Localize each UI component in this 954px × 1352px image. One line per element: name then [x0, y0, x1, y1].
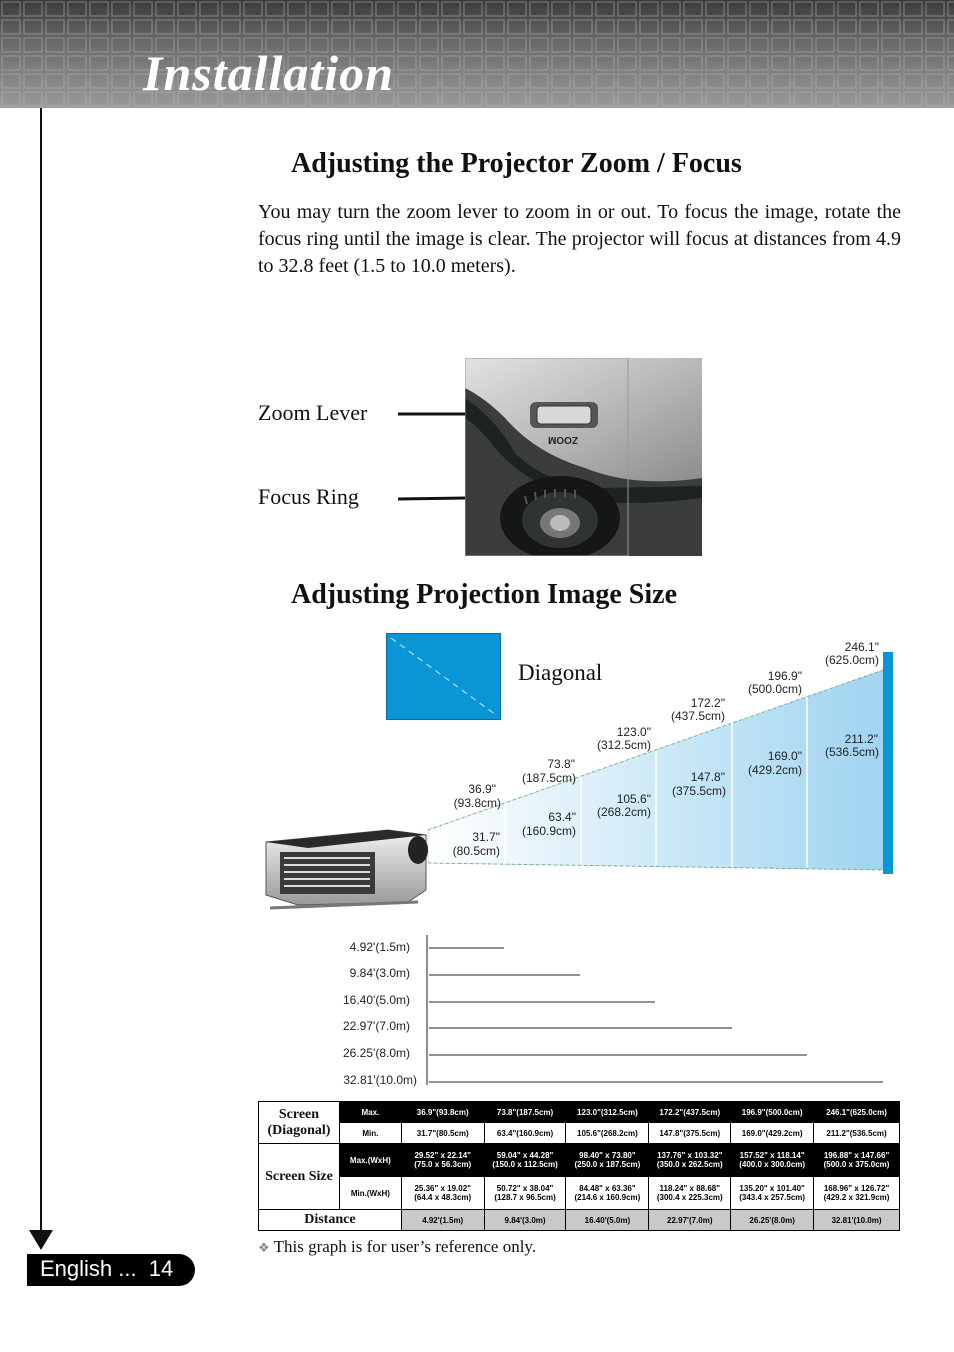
distance-label-3: 16.40'(5.0m) — [343, 993, 410, 1007]
min-label-1-cm: (80.5cm) — [452, 844, 500, 858]
zoom-engraving: ZOOM — [548, 434, 578, 445]
table-cell: 147.8"(375.5cm) — [649, 1123, 731, 1144]
table-cell: 123.0"(312.5cm) — [566, 1102, 649, 1123]
min-label-6: 211.2" — [844, 732, 878, 746]
focus-ring-label: Focus Ring — [258, 484, 359, 509]
distance-label-5: 26.25'(8.0m) — [343, 1046, 410, 1060]
row-label-max: Max. — [339, 1102, 401, 1123]
max-label-2-cm: (187.5cm) — [521, 771, 576, 785]
min-label-2-cm: (160.9cm) — [521, 824, 576, 838]
max-label-3: 123.0" — [616, 725, 651, 739]
page-footer — [40, 1256, 173, 1282]
row-label-max-wxh: Max.(WxH) — [339, 1144, 401, 1177]
table-cell: 31.7"(80.5cm) — [401, 1123, 484, 1144]
table-cell: 9.84'(3.0m) — [484, 1210, 566, 1231]
row-label-min-wxh: Min.(WxH) — [339, 1177, 401, 1210]
table-cell: 32.81'(10.0m) — [814, 1210, 900, 1231]
screen-size-header: Screen Size — [259, 1144, 340, 1210]
row-label-min: Min. — [339, 1123, 401, 1144]
min-label-3: 105.6" — [616, 792, 651, 806]
table-cell: 169.0"(429.2cm) — [731, 1123, 814, 1144]
table-cell: 84.48" x 63.36" (214.6 x 160.9cm) — [566, 1177, 649, 1210]
table-cell: 211.2"(536.5cm) — [814, 1123, 900, 1144]
table-row-distance — [259, 1210, 900, 1231]
margin-arrow-icon — [29, 1230, 53, 1250]
max-label-6: 246.1" — [844, 640, 879, 654]
table-cell: 73.8"(187.5cm) — [484, 1102, 566, 1123]
max-label-2: 73.8" — [547, 757, 575, 771]
table-cell: 196.88" x 147.66" (500.0 x 375.0cm) — [814, 1144, 900, 1177]
min-label-1: 31.7" — [472, 830, 500, 844]
image-size-heading: Adjusting Projection Image Size — [291, 579, 677, 610]
max-label-5: 196.9" — [767, 669, 802, 683]
table-cell: 118.24" x 88.68" (300.4 x 225.3cm) — [649, 1177, 731, 1210]
diamond-bullet-icon: ❖ — [258, 1240, 270, 1255]
language-label: English ... — [40, 1256, 137, 1281]
reference-note — [258, 1237, 536, 1257]
zoom-focus-heading: Adjusting the Projector Zoom / Focus — [291, 148, 742, 179]
projector-image — [266, 830, 428, 908]
table-cell: 36.9"(93.8cm) — [401, 1102, 484, 1123]
distance-label-2: 9.84'(3.0m) — [349, 966, 410, 980]
table-cell: 172.2"(437.5cm) — [649, 1102, 731, 1123]
distance-label-4: 22.97'(7.0m) — [343, 1019, 410, 1033]
diagonal-label: Diagonal — [518, 660, 603, 685]
table-cell: 157.52" x 118.14" (400.0 x 300.0cm) — [731, 1144, 814, 1177]
screen-diagonal-header: Screen (Diagonal) — [259, 1102, 340, 1144]
min-label-3-cm: (268.2cm) — [596, 805, 651, 819]
table-cell: 4.92'(1.5m) — [401, 1210, 484, 1231]
table-cell: 26.25'(8.0m) — [731, 1210, 814, 1231]
page-title: Installation — [143, 45, 394, 101]
projector-photo — [465, 358, 702, 556]
max-label-5-cm: (500.0cm) — [747, 682, 802, 696]
table-cell: 22.97'(7.0m) — [649, 1210, 731, 1231]
table-cell: 29.52" x 22.14" (75.0 x 56.3cm) — [401, 1144, 484, 1177]
table-cell: 196.9"(500.0cm) — [731, 1102, 814, 1123]
zoom-lever-label: Zoom Lever — [258, 400, 368, 425]
table-row-max-wxh — [259, 1144, 900, 1177]
distance-label-6: 32.81'(10.0m) — [343, 1073, 417, 1087]
min-label-2: 63.4" — [548, 810, 576, 824]
max-label-4-cm: (437.5cm) — [670, 709, 725, 723]
table-cell: 168.96" x 126.72" (429.2 x 321.9cm) — [814, 1177, 900, 1210]
min-label-4-cm: (375.5cm) — [671, 784, 726, 798]
max-label-4: 172.2" — [690, 696, 725, 710]
table-cell: 16.40'(5.0m) — [566, 1210, 649, 1231]
min-label-6-cm: (536.5cm) — [824, 745, 879, 759]
distance-header: Distance — [259, 1210, 402, 1231]
max-label-6-cm: (625.0cm) — [824, 653, 879, 667]
max-label-1-cm: (93.8cm) — [453, 796, 501, 810]
min-label-5: 169.0" — [767, 749, 802, 763]
header-band — [0, 0, 954, 108]
distance-label-1: 4.92'(1.5m) — [349, 940, 410, 954]
min-label-5-cm: (429.2cm) — [747, 763, 802, 777]
zoom-focus-body: You may turn the zoom lever to zoom in or out. To focus the image, rotate the focus ring until the image is clear. The projector will focus at distances from 4.9 to 32.8 feet (1.5 to 10.0 meters). — [258, 201, 901, 277]
table-cell: 246.1"(625.0cm) — [814, 1102, 900, 1123]
table-cell: 137.76" x 103.32" (350.0 x 262.5cm) — [649, 1144, 731, 1177]
table-row-max — [259, 1102, 900, 1123]
min-label-4: 147.8" — [690, 770, 725, 784]
projection-diagram — [258, 630, 908, 920]
table-cell: 135.20" x 101.40" (343.4 x 257.5cm) — [731, 1177, 814, 1210]
table-cell: 63.4"(160.9cm) — [484, 1123, 566, 1144]
margin-rule — [40, 108, 42, 1233]
table-cell: 25.36" x 19.02" (64.4 x 48.3cm) — [401, 1177, 484, 1210]
distance-diagram — [300, 930, 900, 1090]
table-row-min — [259, 1123, 900, 1144]
max-label-1: 36.9" — [468, 782, 496, 796]
page-number: 14 — [148, 1256, 174, 1281]
table-cell: 50.72" x 38.04" (128.7 x 96.5cm) — [484, 1177, 566, 1210]
reference-note-text: This graph is for user’s reference only. — [273, 1237, 537, 1256]
table-cell: 98.40" x 73.80" (250.0 x 187.5cm) — [566, 1144, 649, 1177]
table-cell: 105.6"(268.2cm) — [566, 1123, 649, 1144]
max-label-3-cm: (312.5cm) — [596, 738, 651, 752]
table-cell: 59.04" x 44.28" (150.0 x 112.5cm) — [484, 1144, 566, 1177]
projection-screen — [883, 652, 893, 874]
projection-size-table — [258, 1101, 900, 1231]
table-row-min-wxh — [259, 1177, 900, 1210]
